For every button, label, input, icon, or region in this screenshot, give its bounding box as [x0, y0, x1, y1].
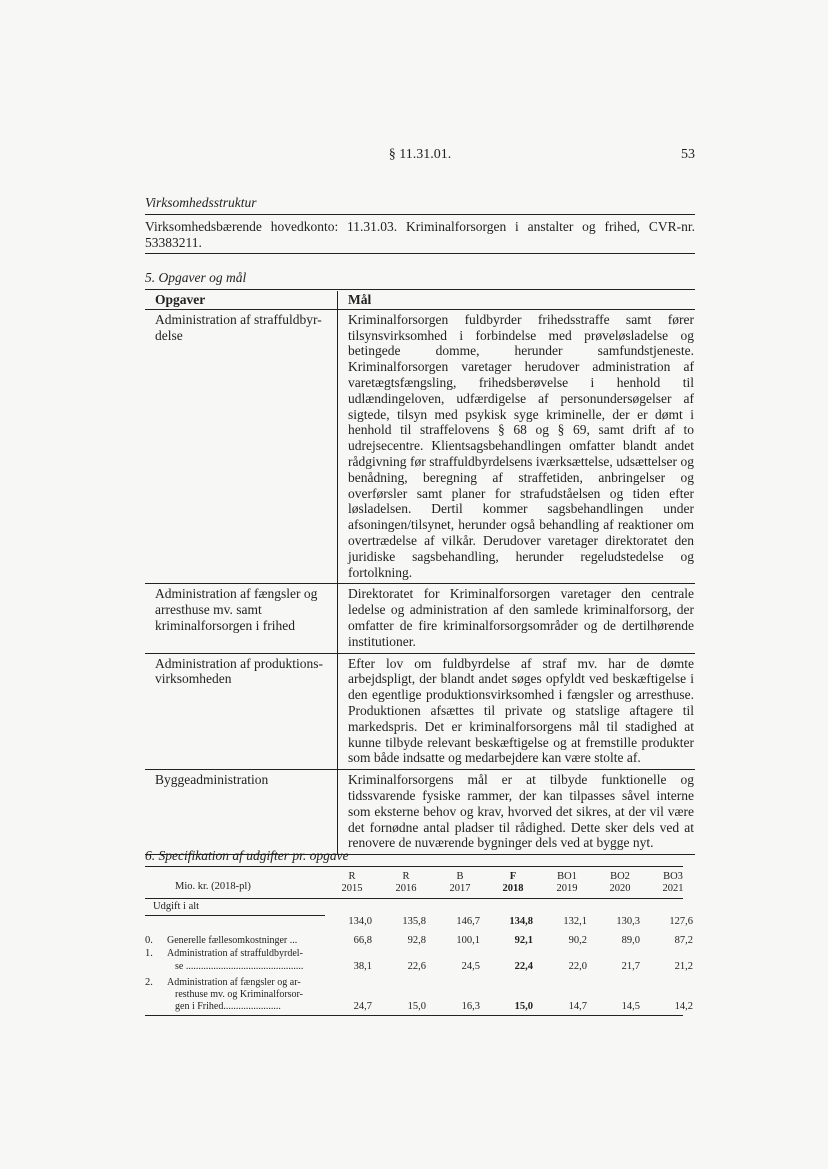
value-cell: 135,8	[402, 916, 426, 927]
page-number: 53	[681, 147, 695, 162]
goal-cell: Direktoratet for Kriminalforsorgen varetager den centrale ledelse og administration af den samlede kriminalforsorg, der omfatter de fire kriminalforsorgsområder og de dertilhørende institutioner.	[338, 584, 696, 653]
value-cell: 24,7	[353, 1001, 372, 1012]
value-cell: 90,2	[568, 935, 587, 946]
row-label: Administration af straffuldbyrdel-	[167, 948, 303, 959]
task-cell: Administration af straffuldbyr-delse	[145, 309, 338, 584]
divider	[145, 1015, 683, 1016]
value-cell: 14,5	[621, 1001, 640, 1012]
value-cell: 38,1	[353, 961, 372, 972]
col-header: F 2018	[502, 871, 524, 894]
spec-heading: 6. Specifikation af udgifter pr. opgave	[145, 848, 349, 863]
spec-header-row	[145, 867, 685, 897]
value-cell: 15,0	[407, 1001, 426, 1012]
divider	[145, 289, 695, 290]
goal-cell: Efter lov om fuldbyrdelse af straf mv. har de dømte arbejdspligt, der blandt andet søges opfyldt ved beskæftigelse i den egentlige produktionsvirksomhed i fængsler og arresthuse. Produktionen afsættes til private og statslige aftagere til markedspris. Det er kriminalforsorgens mål til stadighed at kunne tilbyde relevant beskæftigelse og at fremstille produkter som både indsatte og medarbejdere kan være stolte af.	[338, 653, 696, 770]
value-cell: 66,8	[353, 935, 372, 946]
row-label: gen i Frihed.......................	[175, 1001, 281, 1012]
col-header: R 2015	[341, 871, 363, 894]
value-cell: 100,1	[456, 935, 480, 946]
value-cell: 22,0	[568, 961, 587, 972]
value-cell: 134,8	[509, 916, 533, 927]
col-header: BO3 2021	[662, 871, 684, 894]
structure-text: Virksomhedsbærende hovedkonto: 11.31.03. Kriminalforsorgen i anstalter og frihed, CVR-nr. 53383211.	[145, 219, 695, 250]
row-number: 0.	[145, 935, 153, 946]
task-cell: Byggeadministration	[145, 770, 338, 855]
value-cell: 87,2	[674, 935, 693, 946]
col-header: BO1 2019	[556, 871, 578, 894]
goal-cell: Kriminalforsorgens mål er at tilbyde funktionelle og tidssvarende fysiske rammer, der kan tilpasses såvel interne som eksterne behov og krav, hvorved det sikres, at der vil være det fornødne antal pladser til rådighed. Dette sker dels ved at renovere de nuværende bygninger dels ved at bygge nyt.	[338, 770, 696, 855]
row-label: Generelle fællesomkostninger ...	[167, 935, 298, 946]
section-number: § 11.31.01.	[388, 147, 452, 162]
table-row	[145, 584, 695, 653]
value-cell: 15,0	[514, 1001, 533, 1012]
table-header-row	[145, 291, 695, 309]
table-row	[145, 653, 695, 770]
table-row	[145, 770, 695, 855]
value-cell: 22,4	[514, 961, 533, 972]
col-header: R 2016	[395, 871, 417, 894]
row-label: se ...............................................	[175, 961, 304, 972]
value-cell: 132,1	[563, 916, 587, 927]
value-cell: 127,6	[669, 916, 693, 927]
value-cell: 22,6	[407, 961, 426, 972]
value-cell: 146,7	[456, 916, 480, 927]
value-cell: 21,7	[621, 961, 640, 972]
value-cell: 130,3	[616, 916, 640, 927]
row-number: 1.	[145, 948, 153, 959]
value-cell: 92,8	[407, 935, 426, 946]
task-cell: Administration af fængsler og arresthuse mv. samt kriminalforsorgen i frihed	[145, 584, 338, 653]
value-cell: 92,1	[514, 935, 533, 946]
task-cell: Administration af produktions-virksomheden	[145, 653, 338, 770]
divider	[145, 253, 695, 254]
unit-label: Mio. kr. (2018-pl)	[175, 881, 251, 892]
col-header: BO2 2020	[609, 871, 631, 894]
tasks-goals-table	[145, 291, 695, 855]
column-header-goal: Mål	[338, 291, 696, 309]
table-row	[145, 309, 695, 584]
value-cell: 16,3	[461, 1001, 480, 1012]
value-cell: 134,0	[348, 916, 372, 927]
col-header: B 2017	[449, 871, 471, 894]
row-number: 2.	[145, 977, 153, 988]
tasks-heading: 5. Opgaver og mål	[145, 270, 247, 285]
value-cell: 89,0	[621, 935, 640, 946]
divider	[145, 214, 695, 215]
row-label: Administration af fængsler og ar-	[167, 977, 301, 988]
value-cell: 14,7	[568, 1001, 587, 1012]
goal-cell: Kriminalforsorgen fuldbyrder frihedsstraffe samt fører tilsynsvirksomhed i forbindelse med prøveløsladelse og betingede domme, herunder samfundstjeneste. Kriminalforsorgen varetager herudover administration af varetægtsfængsling, frihedsberøvelse i henhold til udlændingeloven, udfærdigelse af personundersøgelser af sigtede, tilsyn med psykisk syge kriminelle, der er dømt i henhold til straffelovens § 68 og § 69, samt drift af to udrejsecentre. Klientsagsbehandlingen omfatter blandt andet rådgivning før straffuldbyrdelsens iværksættelse, udsættelser og benådning, beregning af straffetiden, anbringelser og overførsler samt planer for strafudståelsen og tiden efter løsladelsen. Dertil kommer sagsbehandlingen under afsoningen/tilsynet, herunder også behandling af reaktioner om overtrædelse af vilkår. Derudover varetager direktoratet den juridiske sagsbehandling, herunder regeludstedelse og fortolkning.	[338, 309, 696, 584]
row-label: resthuse mv. og Kriminalforsor-	[175, 989, 304, 1000]
value-cell: 24,5	[461, 961, 480, 972]
value-cell: 21,2	[674, 961, 693, 972]
value-cell: 14,2	[674, 1001, 693, 1012]
column-header-task: Opgaver	[145, 291, 338, 309]
divider	[145, 898, 683, 899]
page-header	[145, 147, 695, 167]
structure-heading: Virksomhedsstruktur	[145, 195, 257, 210]
divider	[145, 915, 325, 916]
total-label: Udgift i alt	[153, 901, 200, 912]
